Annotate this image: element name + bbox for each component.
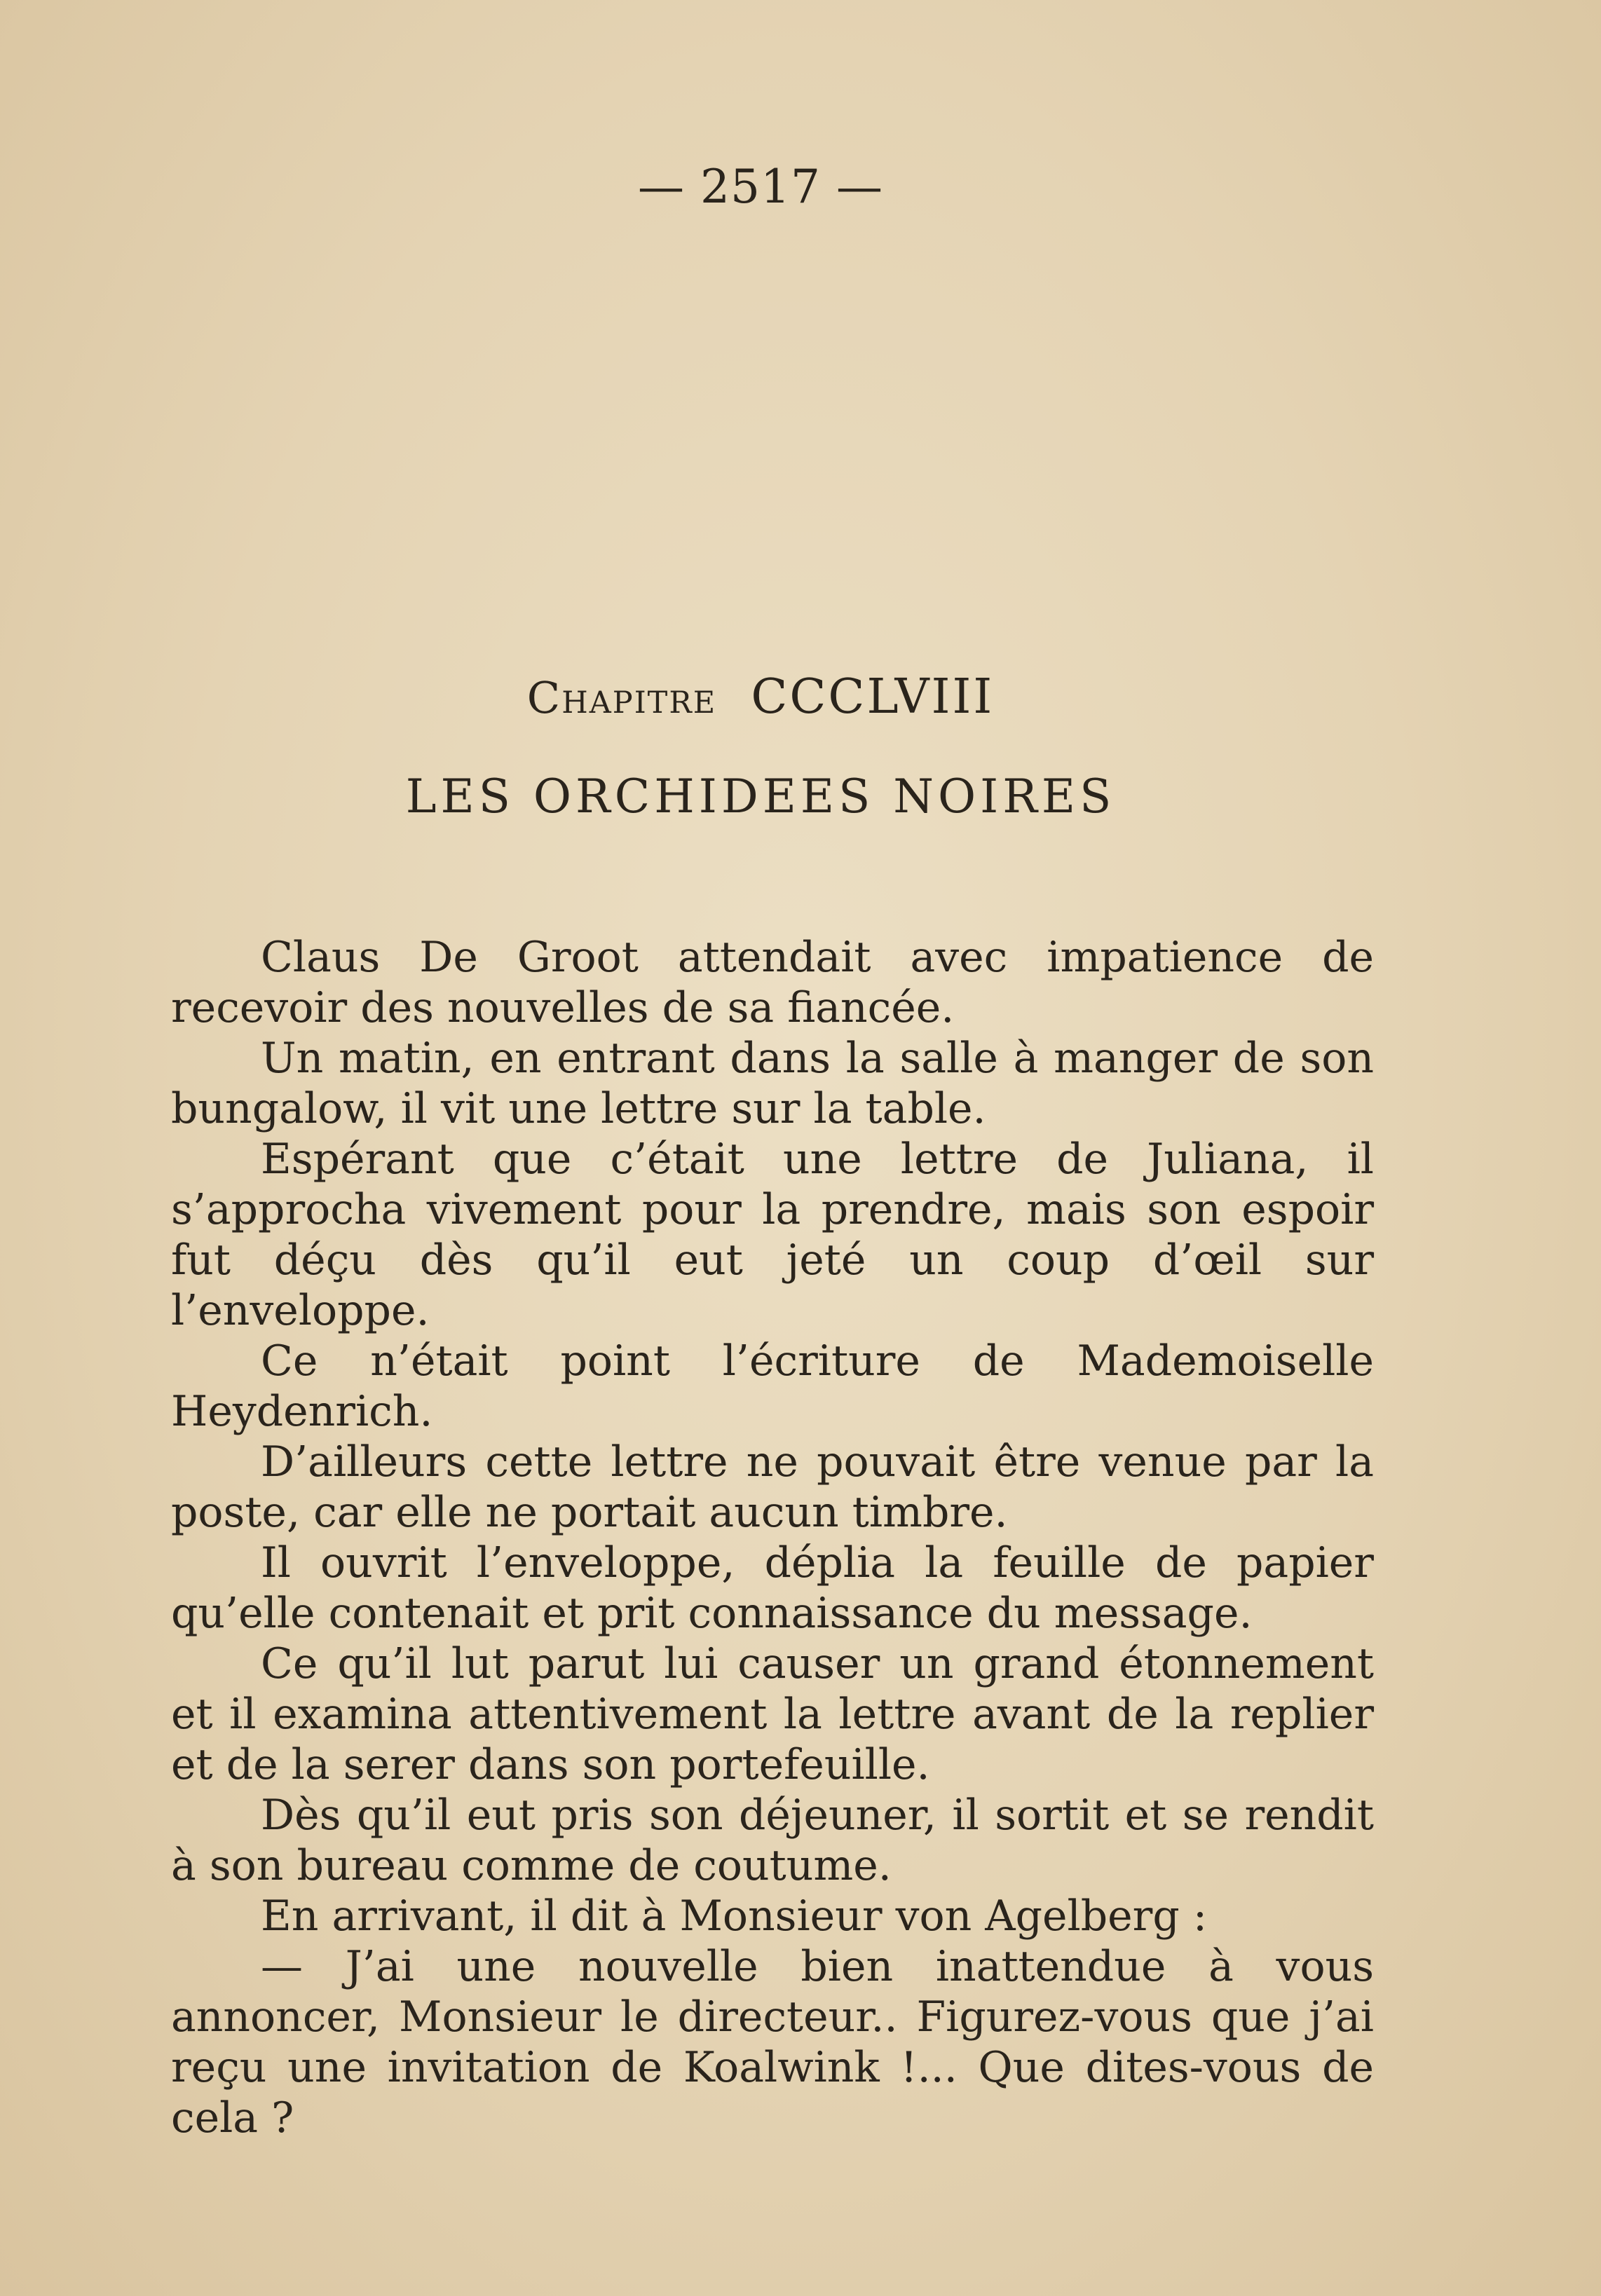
paragraph: Claus De Groot attendait avec impatience de recevoir des nouvelles de sa fiancée. — [171, 933, 1374, 1032]
paragraph: Il ouvrit l’enveloppe, déplia la feuille de papier qu’elle contenait et prit connaissance du message. — [171, 1538, 1374, 1638]
paragraph: En arrivant, il dit à Monsieur von Agelberg : — [261, 1892, 1208, 1941]
body-text — [171, 932, 1374, 2143]
paragraph: Un matin, en entrant dans la salle à manger de son bungalow, il vit une lettre sur la table. — [171, 1034, 1374, 1133]
paragraph: — J’ai une nouvelle bien inattendue à vous annoncer, Monsieur le directeur.. Figurez-vous que j’ai reçu une invitation de Koalwink !... Que dites-vous de cela ? — [171, 1942, 1374, 2143]
paragraph: D’ailleurs cette lettre ne pouvait être venue par la poste, car elle ne portait aucun timbre. — [171, 1437, 1374, 1537]
paragraph: Ce n’était point l’écriture de Mademoiselle Heydenrich. — [171, 1337, 1374, 1436]
paragraph: Ce qu’il lut parut lui causer un grand étonnement et il examina attentivement la lettre avant de la replier et de la serer dans son portefeuille. — [171, 1639, 1374, 1789]
paragraph: Dès qu’il eut pris son déjeuner, il sortit et se rendit à son bureau comme de coutume. — [171, 1791, 1374, 1890]
chapter-number: CCCLVIII — [751, 669, 995, 725]
chapter-title: LES ORCHIDEES NOIRES — [405, 770, 1116, 824]
page-number: — 2517 — — [638, 160, 883, 214]
chapter-word: Chapitre — [526, 672, 717, 723]
chapter-heading — [0, 669, 1521, 725]
paragraph: Espérant que c’était une lettre de Juliana, il s’approcha vivement pour la prendre, mais son espoir fut déçu dès qu’il eut jeté un coup d’œil sur l’enveloppe. — [171, 1135, 1374, 1335]
